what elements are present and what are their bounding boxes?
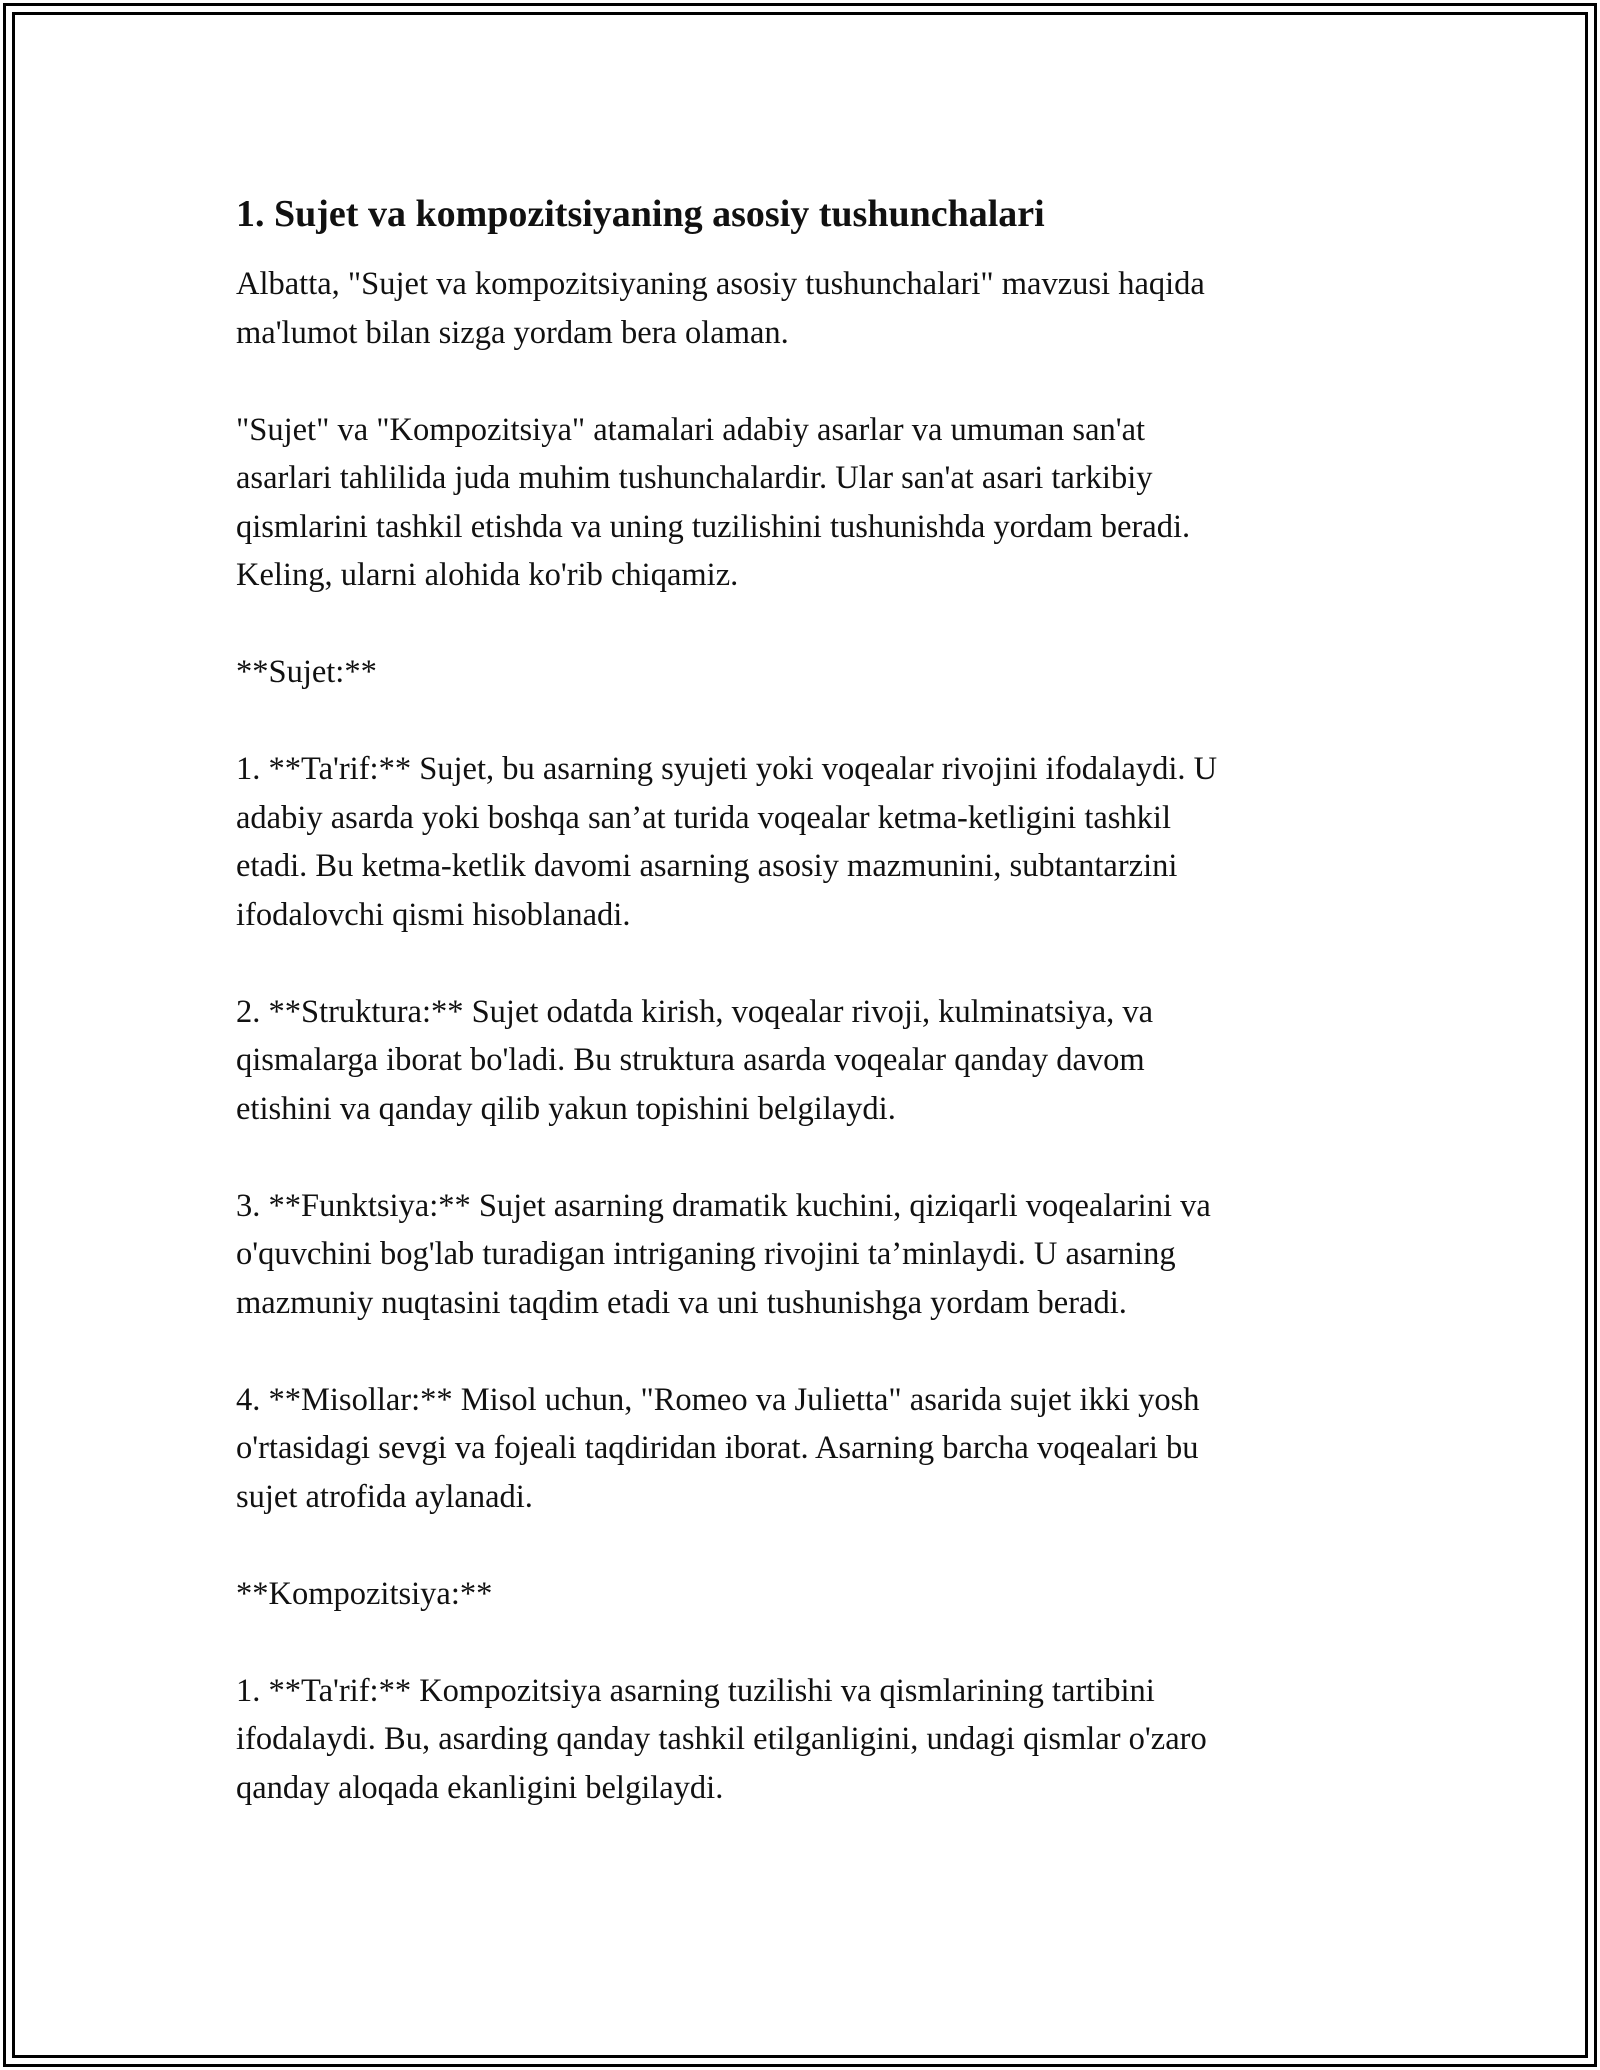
spacer — [236, 1618, 1366, 1667]
list-item-sujet-structure: 2. **Struktura:** Sujet odatda kirish, voqealar rivoji, kulminatsiya, va qismalarga iborat bo'ladi. Bu struktura asarda voqealar qanday davom etishini va qanday qilib yakun topishini belgilaydi. — [236, 993, 1154, 1127]
spacer — [236, 1133, 1366, 1182]
document-body — [236, 190, 1366, 1812]
document-title: 1. Sujet va kompozitsiyaning asosiy tushunchalari — [236, 193, 1045, 235]
spacer — [236, 1327, 1366, 1376]
list-item-sujet-examples: 4. **Misollar:** Misol uchun, "Romeo va Julietta" asarida sujet ikki yosh o'rtasidagi sevgi va fojeali taqdiridan iborat. Asarning barcha voqealari bu sujet atrofida aylanadi. — [236, 1381, 1200, 1515]
section-heading-sujet: **Sujet:** — [236, 654, 377, 690]
list-item-kompozitsiya-definition: 1. **Ta'rif:** Kompozitsiya asarning tuzilishi va qismlarining tartibini ifodalaydi. Bu, asarding qanday tashkil etilganligini, undagi qismlar o'zaro qanday aloqada ekanligini belgilaydi. — [236, 1672, 1207, 1806]
list-item-sujet-function: 3. **Funktsiya:** Sujet asarning dramatik kuchini, qiziqarli voqealarini va o'quvchini bog'lab turadigan intriganing rivojini ta’minlaydi. U asarning mazmuniy nuqtasini taqdim etadi va uni tushunishga yordam beradi. — [236, 1187, 1211, 1321]
spacer — [236, 600, 1366, 649]
spacer — [236, 697, 1366, 746]
spacer — [236, 1521, 1366, 1570]
paragraph-overview: "Sujet" va "Kompozitsiya" atamalari adabiy asarlar va umuman san'at asarlari tahlilida juda muhim tushunchalardir. Ular san'at asari tarkibiy qismlarini tashkil etishda va uning tuzilishini tushunishda yordam beradi. Keling, ularni alohida ko'rib chiqamiz. — [236, 411, 1191, 593]
section-heading-kompozitsiya: **Kompozitsiya:** — [236, 1575, 493, 1612]
spacer — [236, 238, 1366, 260]
spacer — [236, 939, 1366, 988]
list-item-sujet-definition: 1. **Ta'rif:** Sujet, bu asarning syujeti yoki voqealar rivojini ifodalaydi. U adabiy asarda yoki boshqa san’at turida voqealar ketma-ketligini tashkil etadi. Bu ketma-ketlik davomi asarning asosiy mazmunini, subtantarzini ifodalovchi qismi hisoblanadi. — [236, 751, 1218, 933]
paragraph-intro: Albatta, "Sujet va kompozitsiyaning asosiy tushunchalari" mavzusi haqida ma'lumot bilan sizga yordam bera olaman. — [236, 266, 1205, 351]
spacer — [236, 357, 1366, 406]
